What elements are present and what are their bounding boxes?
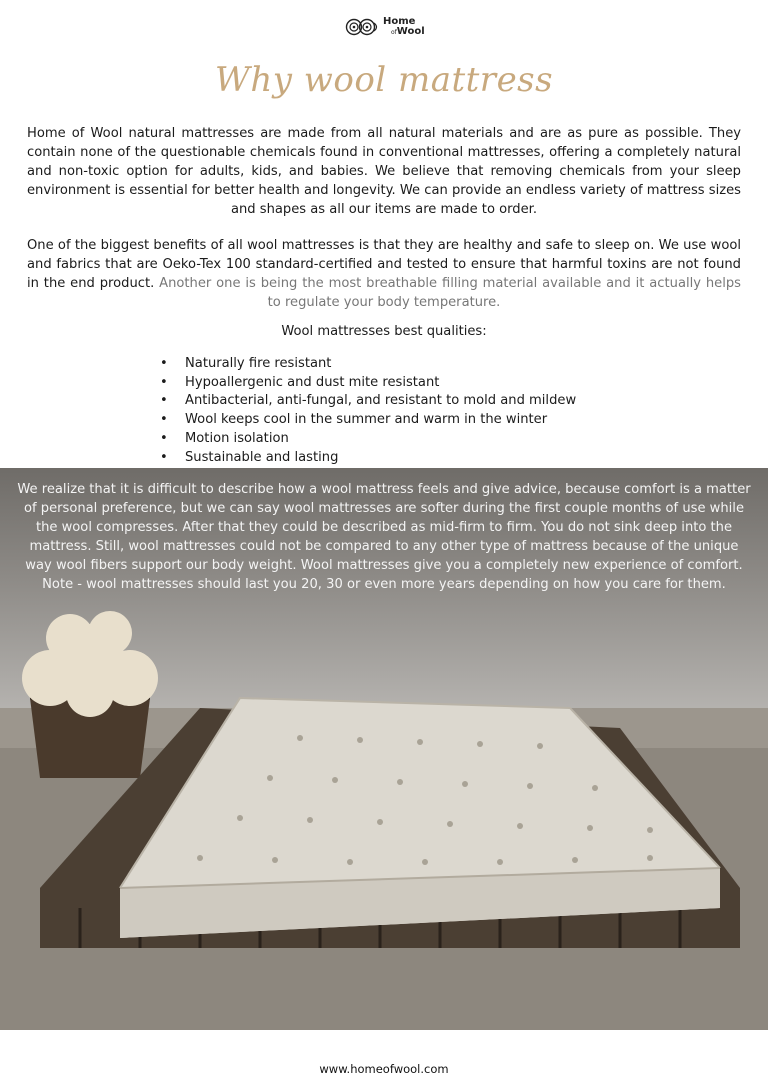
quality-item: • Sustainable and lasting xyxy=(160,449,576,468)
comfort-paragraph: We realize that it is difficult to describe how a wool mattress feels and give advice, because comfort is a matter of personal preference, but we can say wool mattresses are softer during the first couple months of use while the wool compresses. After that they could be described as mid-firm to firm. You do not sink deep into the mattress. Still, wool mattresses could not be compared to any other type of mattress because of the unique way wool fibers support our body weight. Wool mattresses give you a completely new experience of comfort. Note - wool mattresses should last you 20, 30 or even more years depending on how you care for them. xyxy=(17,482,751,592)
wool-swirl-logo-icon xyxy=(345,14,381,40)
page-title: Why wool mattress xyxy=(214,60,554,100)
footer-website[interactable]: www.homeofwool.com xyxy=(319,1062,449,1076)
benefits-continued-text: Another one is being the most breathable filling material available and it actually helps to regulate your body temperature. xyxy=(159,276,741,310)
quality-item: • Hypoallergenic and dust mite resistant xyxy=(160,374,576,393)
logo-word-home: Home xyxy=(383,15,416,27)
logo-word-wool: Wool xyxy=(396,25,425,37)
intro-paragraph: Home of Wool natural mattresses are made from all natural materials and are as pure as possible. They contain none of the questionable chemicals found in conventional mattresses, offering a completely natural and non-toxic option for adults, kids, and babies. We believe that removing chemicals from your sleep environment is essential for better health and longevity. We can provide an endless variety of mattress sizes and shapes as all our items are made to order. xyxy=(27,126,741,217)
benefits-paragraph xyxy=(27,236,741,312)
brand-wordmark xyxy=(383,17,425,38)
quality-item: • Motion isolation xyxy=(160,430,576,449)
qualities-heading: Wool mattresses best qualities: xyxy=(281,324,487,339)
logo-word-of: of xyxy=(391,28,397,36)
brand-logo xyxy=(345,10,425,44)
qualities-list xyxy=(160,355,576,467)
quality-item: • Naturally fire resistant xyxy=(160,355,576,374)
benefits-main-text: One of the biggest benefits of all wool mattresses is that they are healthy and safe to sleep on. We use wool and fabrics that are Oeko-Tex 100 standard-certified and tested to ensure that harmful toxins are not found in the end product. xyxy=(27,238,741,291)
quality-item: • Antibacterial, anti-fungal, and resistant to mold and mildew xyxy=(160,392,576,411)
quality-item: • Wool keeps cool in the summer and warm in the winter xyxy=(160,411,576,430)
